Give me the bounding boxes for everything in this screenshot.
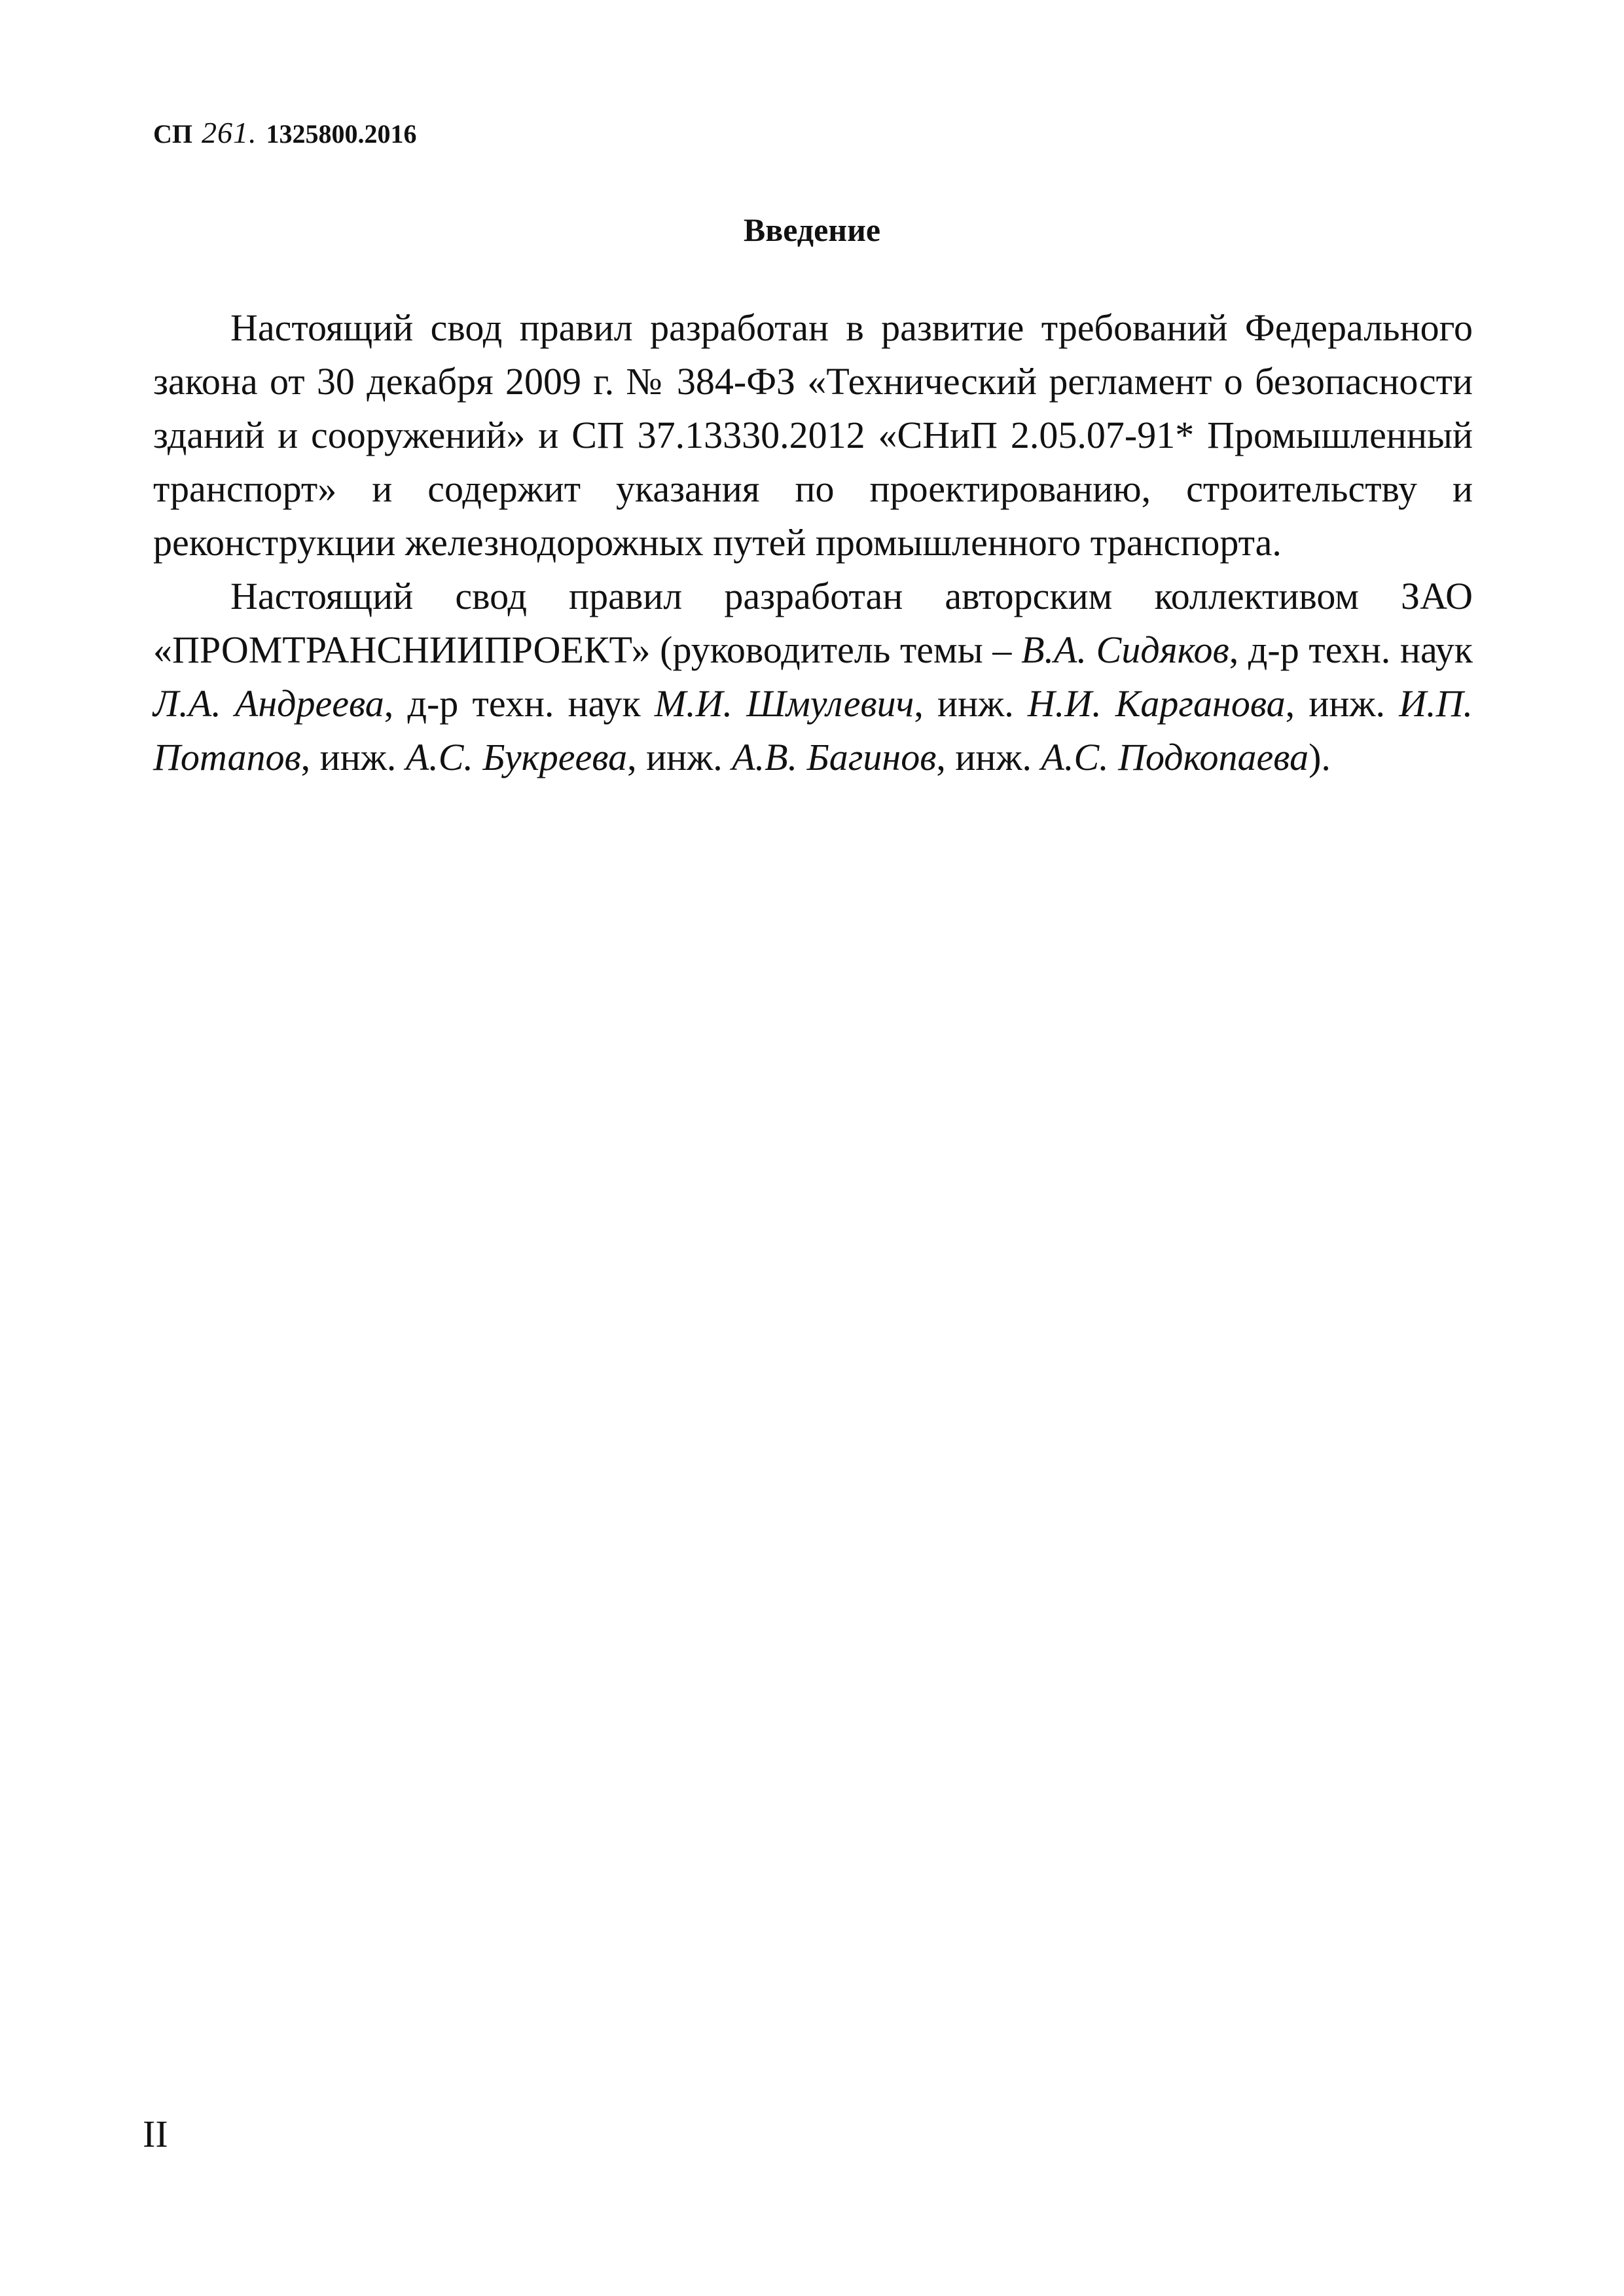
author-name: М.И. Шмулевич <box>654 682 914 725</box>
paragraph-2-text: , инж. <box>300 736 406 778</box>
handwritten-number: 261. <box>202 116 257 149</box>
author-name: Н.И. Карганова <box>1027 682 1286 725</box>
paragraph-2-text: , инж. <box>627 736 732 778</box>
paragraph-1: Настоящий свод правил разработан в развитие требований Федерального закона от 30 декабря 2009 г. № 384-ФЗ «Технический регламент о безопасности зданий и сооружений» и СП 37.13330.2012 «СНиП 2.05.07-91* Промышленный транспорт» и содержит указания по проектированию, строительству и реконструкции железнодорожных путей промышленного транспорта. <box>153 306 1473 564</box>
paragraph-2-text: , д-р техн. наук <box>1229 629 1473 671</box>
paragraph-2-text: , д-р техн. наук <box>384 682 655 725</box>
paragraph-2-text: Настоящий свод правил разработан авторским коллективом ЗАО «ПРОМТРАНСНИИПРОЕКТ» (руководитель темы – <box>153 575 1473 671</box>
page-number: II <box>143 2113 168 2155</box>
paragraph-2-text: , инж. <box>914 682 1028 725</box>
author-name: Л.А. Андреева <box>153 682 384 725</box>
document-code-number: 1325800.2016 <box>266 119 417 149</box>
author-name: А.С. Подкопаева <box>1041 736 1309 778</box>
introduction-text <box>153 301 1473 784</box>
author-name: И.П. Потапов <box>153 682 1473 778</box>
paragraph-2 <box>153 570 1473 784</box>
author-name: А.В. Багинов <box>732 736 937 778</box>
paragraph-2-text: , инж. <box>936 736 1041 778</box>
author-name: А.С. Букреева <box>405 736 628 778</box>
author-name: В.А. Сидяков <box>1021 629 1229 671</box>
section-heading: Введение <box>743 211 881 248</box>
document-code <box>153 115 417 150</box>
paragraph-2-text: ). <box>1308 736 1331 778</box>
paragraph-2-text: , инж. <box>1285 682 1399 725</box>
document-code-prefix: СП <box>153 119 192 149</box>
